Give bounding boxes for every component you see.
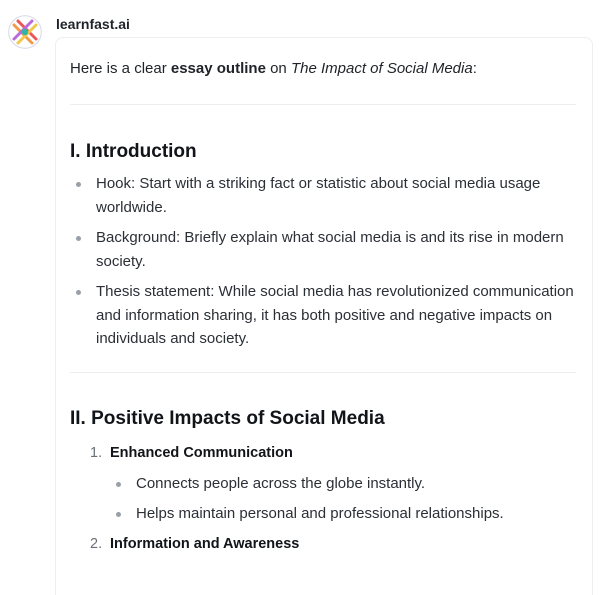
enhanced-communication-list (70, 473, 576, 525)
list-item: Helps maintain personal and professional relationships. (110, 503, 576, 525)
assistant-message (55, 37, 593, 595)
divider (70, 104, 576, 105)
section-heading-introduction: I. Introduction (70, 141, 197, 162)
intro-italic: The Impact of Social Media (290, 60, 473, 77)
item-label: Information and Awareness (110, 535, 300, 552)
intro-suffix: : (472, 60, 477, 77)
intro-bold: essay outline (170, 60, 266, 77)
item-label: Enhanced Communication (110, 444, 293, 461)
introduction-list (70, 172, 576, 351)
intro-prefix: Here is a clear (70, 60, 171, 77)
list-item: Background: Briefly explain what social media is and its rise in modern society. (70, 226, 576, 273)
learnfast-logo-icon (8, 15, 42, 49)
item-number: 2. (90, 535, 103, 552)
numbered-item (70, 533, 576, 555)
list-item: Thesis statement: While social media has revolutionized communication and information sharing, it has both positive and negative impacts on individuals and society. (70, 280, 576, 351)
list-item: Hook: Start with a striking fact or statistic about social media usage worldwide. (70, 172, 576, 219)
intro-middle: on (265, 60, 291, 77)
list-item: Connects people across the globe instantly. (110, 473, 576, 495)
section-heading-positive-impacts: II. Positive Impacts of Social Media (70, 407, 385, 429)
intro-text (70, 59, 576, 79)
app-name: learnfast.ai (56, 16, 130, 32)
divider (70, 372, 576, 373)
numbered-item (70, 442, 576, 464)
item-number: 1. (90, 444, 103, 461)
